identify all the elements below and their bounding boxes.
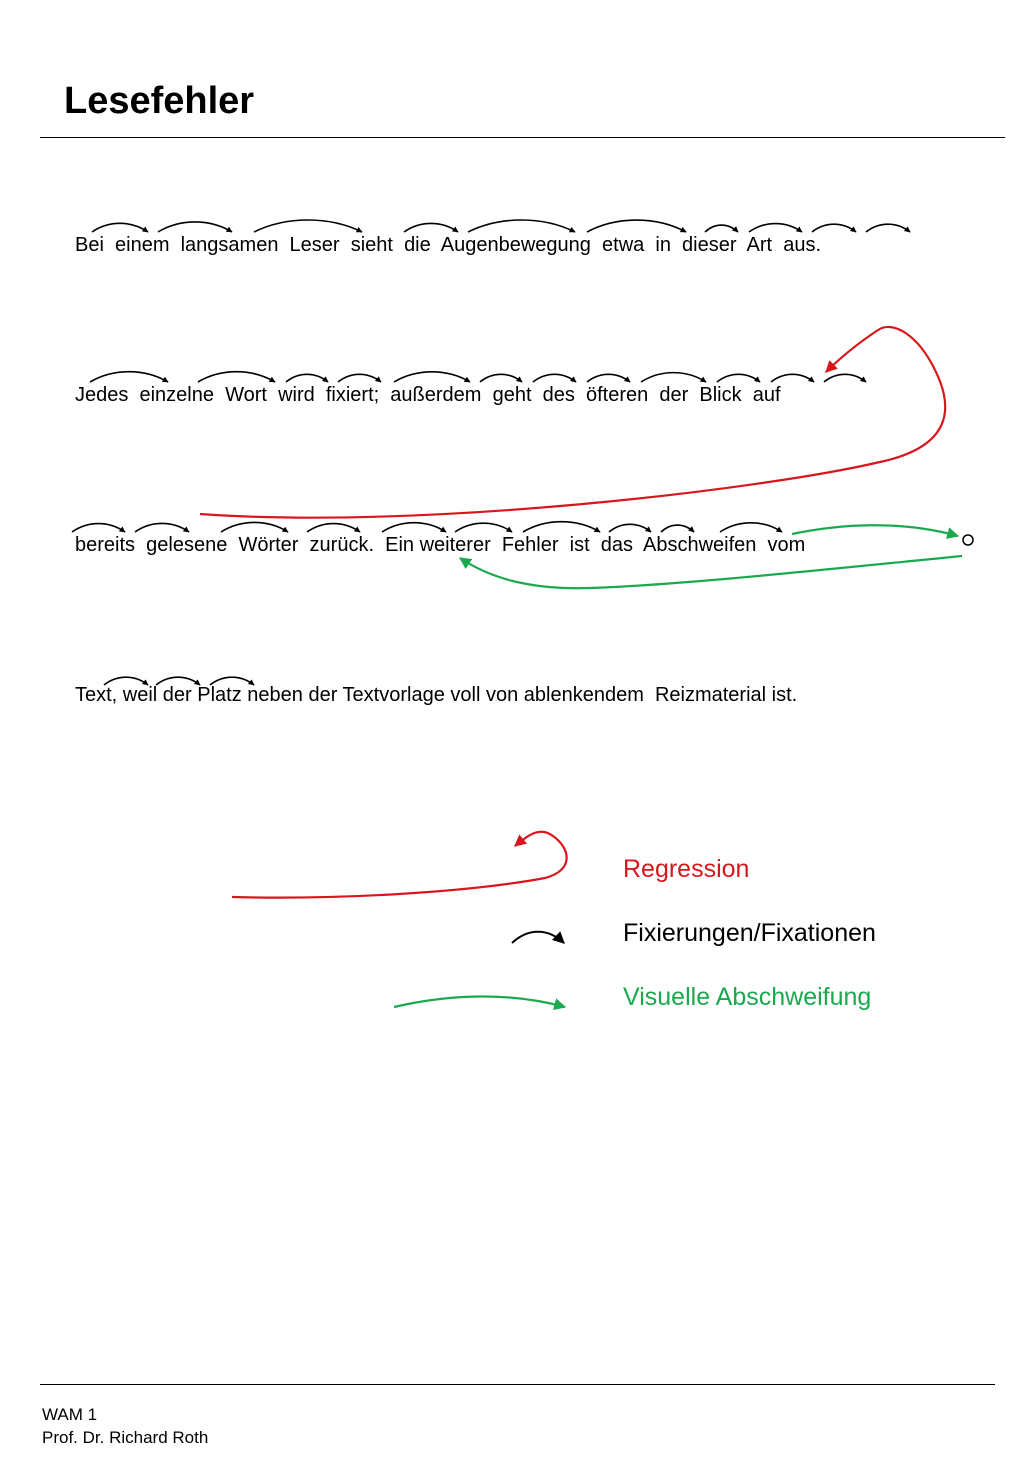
fixation-arc <box>468 220 575 232</box>
fixation-arc <box>135 523 189 532</box>
fixation-arc <box>824 374 866 382</box>
fixation-arc <box>72 524 125 532</box>
legend-fixation-label: Fixierungen/Fixationen <box>623 919 876 947</box>
fixation-arc <box>641 373 706 382</box>
fixation-arc <box>221 522 288 532</box>
footer-author: Prof. Dr. Richard Roth <box>42 1428 209 1447</box>
fixation-arc <box>286 374 328 382</box>
text-line-3: bereits gelesene Wörter zurück. Ein weiterer Fehler ist das Abschweifen vom <box>75 534 806 556</box>
fixation-arc <box>866 224 910 232</box>
fixation-arc <box>158 222 232 232</box>
fixation-arc <box>90 372 168 382</box>
fixation-arc <box>609 524 651 532</box>
regression-arrow <box>200 327 945 518</box>
legend-regression-label: Regression <box>623 855 750 883</box>
fixation-arc <box>771 374 814 382</box>
fixation-arc <box>587 220 686 232</box>
visual-wander-arrow-out <box>792 525 958 536</box>
regression-arrow-icon <box>232 832 567 898</box>
fixation-arc <box>156 677 200 685</box>
fixation-arc <box>480 374 522 382</box>
footer-course: WAM 1 <box>42 1405 98 1424</box>
fixation-point-marker <box>963 535 973 545</box>
page-title: Lesefehler <box>64 80 255 122</box>
fixation-arc <box>705 225 738 232</box>
fixation-arc <box>338 374 381 382</box>
fixation-arc <box>749 224 802 232</box>
fixation-arc <box>661 525 694 532</box>
fixation-arc <box>533 374 576 382</box>
fixation-arc <box>404 223 458 232</box>
visual-wander-arrow-icon <box>394 996 565 1007</box>
fixation-arc <box>720 523 782 532</box>
fixation-arc <box>92 223 148 232</box>
fixation-arc <box>198 372 275 382</box>
fixation-arc <box>455 523 512 532</box>
fixation-arc <box>104 677 148 685</box>
fixation-arc <box>717 374 760 382</box>
fixation-arc <box>210 677 254 685</box>
text-line-1: Bei einem langsamen Leser sieht die Augenbewegung etwa in dieser Art aus. <box>75 234 822 256</box>
fixation-arrow-icon <box>512 932 564 943</box>
fixation-arc <box>382 523 446 532</box>
text-line-4: Text, weil der Platz neben der Textvorlage voll von ablenkendem Reizmaterial ist. <box>75 684 798 706</box>
fixation-arc <box>523 522 600 532</box>
bottom-divider <box>40 1384 995 1385</box>
text-line-2: Jedes einzelne Wort wird fixiert; außerdem geht des öfteren der Blick auf <box>75 384 781 406</box>
fixation-arc <box>307 524 360 532</box>
legend-visual-label: Visuelle Abschweifung <box>623 983 872 1011</box>
fixation-arc <box>254 220 362 232</box>
fixation-arc <box>394 372 470 382</box>
visual-wander-arrow-back <box>460 556 962 588</box>
fixation-arc <box>812 224 856 232</box>
fixation-arc <box>587 374 630 382</box>
